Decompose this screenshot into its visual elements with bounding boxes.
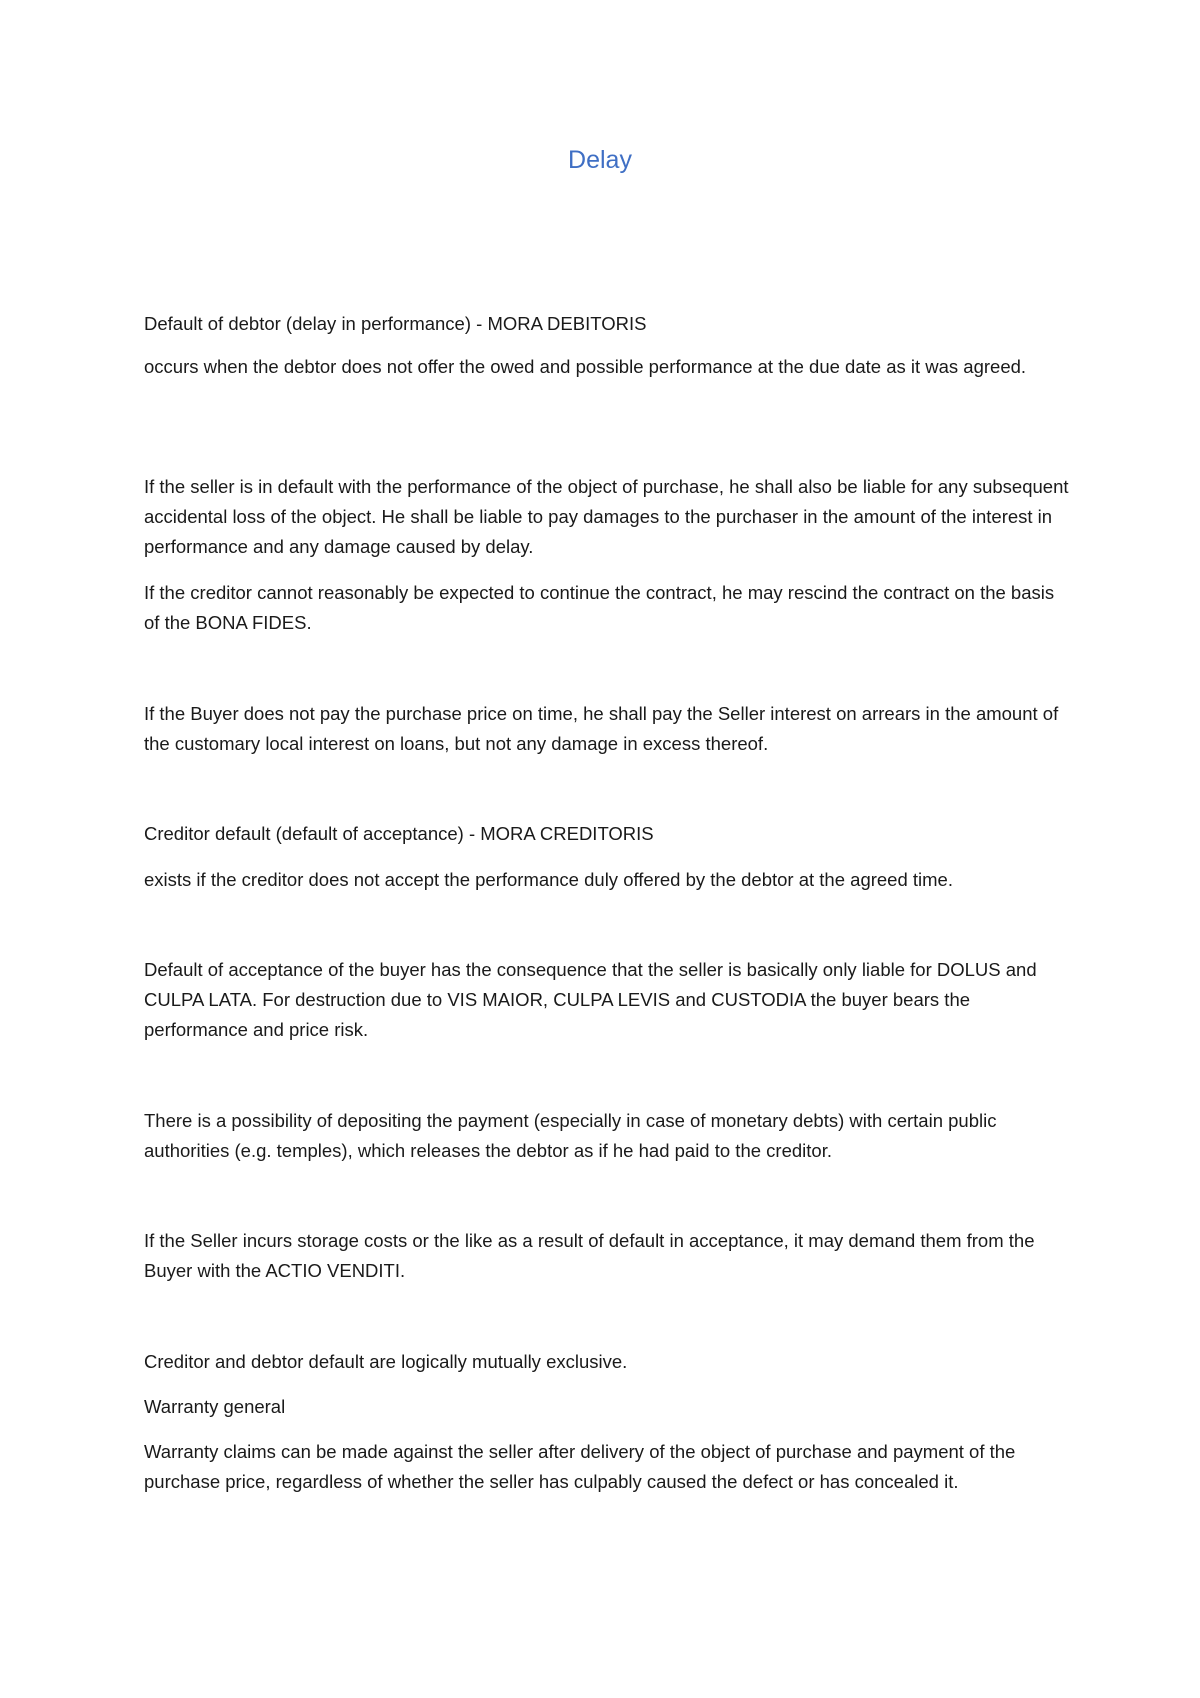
document-title: Delay	[568, 146, 632, 174]
paragraph: If the Buyer does not pay the purchase price on time, he shall pay the Seller interest on arrears in the amount of the customary local interest on loans, but not any damage in excess thereof.	[144, 703, 1059, 754]
heading-warranty-general: Warranty general	[144, 1396, 286, 1417]
paragraph: If the creditor cannot reasonably be expected to continue the contract, he may rescind the contract on the basis of the BONA FIDES.	[144, 582, 1055, 633]
paragraph: occurs when the debtor does not offer the owed and possible performance at the due date as it was agreed.	[144, 356, 1027, 377]
paragraph: Default of acceptance of the buyer has the consequence that the seller is basically only liable for DOLUS and CULPA LATA. For destruction due to VIS MAIOR, CULPA LEVIS and CUSTODIA the buyer bears the performance and price risk.	[144, 959, 1037, 1040]
paragraph: Creditor and debtor default are logically mutually exclusive.	[144, 1351, 628, 1372]
paragraph: exists if the creditor does not accept the performance duly offered by the debtor at the agreed time.	[144, 869, 953, 890]
paragraph: There is a possibility of depositing the payment (especially in case of monetary debts) with certain public authorities (e.g. temples), which releases the debtor as if he had paid to the creditor.	[144, 1110, 997, 1161]
paragraph: If the Seller incurs storage costs or the like as a result of default in acceptance, it may demand them from the Buyer with the ACTIO VENDITI.	[144, 1230, 1035, 1281]
heading-mora-creditoris: Creditor default (default of acceptance) - MORA CREDITORIS	[144, 823, 654, 844]
paragraph: Warranty claims can be made against the seller after delivery of the object of purchase and payment of the purchase price, regardless of whether the seller has culpably caused the defect or has concealed it.	[144, 1441, 1016, 1492]
heading-mora-debitoris: Default of debtor (delay in performance) - MORA DEBITORIS	[144, 313, 647, 334]
paragraph: If the seller is in default with the performance of the object of purchase, he shall also be liable for any subsequent accidental loss of the object. He shall be liable to pay damages to the purchaser in the amount of the interest in performance and any damage caused by delay.	[144, 476, 1069, 557]
